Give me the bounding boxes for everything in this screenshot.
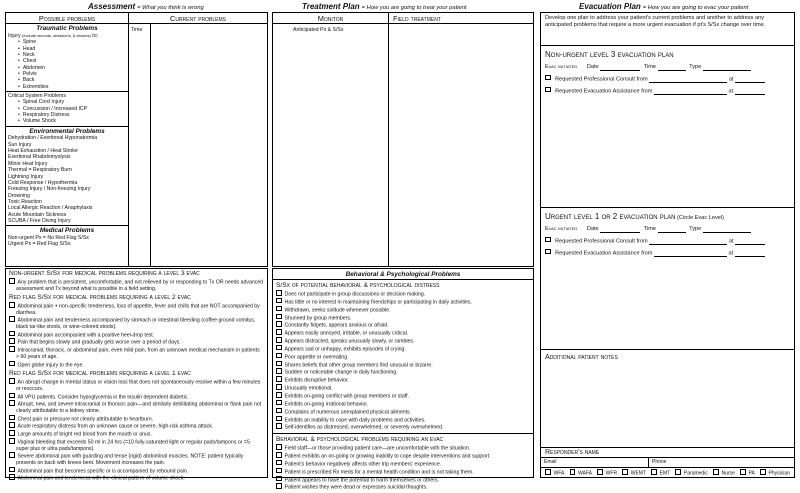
checklist-item[interactable]: Intracranial, thoracic, or abdominal pain, even mild pain, from an unknown medical mechanism in patients > 60 years of age.: [9, 346, 264, 360]
list-item: • Extremities: [18, 84, 126, 90]
checklist-item[interactable]: Patient appears to have the potential to harm themselves or others.: [276, 476, 530, 484]
checklist-item[interactable]: Abdominal pain that becomes specific or is accompanied by rebound pain.: [9, 467, 264, 475]
behavioral-evac-section: [273, 433, 533, 493]
at-label: at: [728, 250, 734, 257]
assistance-time-field[interactable]: [735, 90, 765, 95]
list-item: Heat Exhaustion / Heat Stroke: [8, 148, 78, 155]
type-label: Type: [689, 225, 702, 232]
list-item: Exertional Rhabdomyolysis: [8, 154, 71, 161]
checklist-item[interactable]: Constantly fidgets, appears anxious or afraid.: [276, 321, 530, 329]
circle-note: (Circle Evac Level): [677, 215, 724, 221]
cert-wfr-checkbox[interactable]: WFR: [597, 469, 617, 477]
time-label: Time: [643, 225, 656, 232]
consult-time-field[interactable]: [735, 78, 765, 83]
checklist-item[interactable]: Sudden or noticeable change in daily functioning.: [276, 368, 530, 376]
list-item: • Pelvis: [18, 71, 126, 77]
checklist-item[interactable]: Has little or no interest in maintaining friendships or participating in daily activities.: [276, 298, 530, 306]
list-item: SCUBA / Free Diving Injury: [8, 217, 71, 224]
checklist-item[interactable]: Shares beliefs that other group members find unusual or bizarre.: [276, 361, 530, 369]
assessment-title-name: Assessment: [88, 2, 136, 11]
checklist-item[interactable]: Field staff—or those providing patient care—are uncomfortable with the situation.: [276, 444, 530, 452]
cert-wfa-checkbox[interactable]: WFA: [545, 469, 564, 477]
assessment-title: [88, 2, 204, 12]
monitor-column: [273, 13, 389, 266]
certification-list: [541, 468, 794, 478]
at-label: at: [728, 88, 734, 95]
time-field[interactable]: [658, 66, 686, 71]
level3-plan-title: Non-urgent level 3 evacuation plan: [545, 50, 674, 59]
treatment-box: [272, 12, 534, 267]
list-item: Drowning: [8, 192, 30, 199]
consult-field[interactable]: [649, 240, 727, 245]
checklist-item[interactable]: Unusually emotional.: [276, 384, 530, 392]
monitor-field[interactable]: [273, 37, 388, 265]
checklist-item[interactable]: Vaginal bleeding that exceeds 50 ml in 24 hrs (=10 fully-saturated light or regular pads/tampons or =5 super plus or ultra pads/tampons).: [9, 438, 264, 452]
checklist-item[interactable]: Open globe injury to the eye.: [9, 361, 264, 369]
consult-time-field[interactable]: [735, 240, 765, 245]
distress-section: [273, 280, 533, 433]
level1-flags-list: [9, 378, 264, 482]
time-label: Time: [131, 27, 143, 33]
list-item: • Head: [18, 46, 126, 52]
level3-requests: [545, 75, 790, 96]
email-field[interactable]: [541, 458, 649, 467]
date-field[interactable]: [600, 228, 640, 233]
list-item: • Neck: [18, 52, 126, 58]
level2-flags-title: Red flag S/Sx for medical problems requiring a level 2 evac: [9, 294, 191, 302]
current-problems-header: Current problems: [129, 13, 267, 24]
checklist-item[interactable]: Self-identifies as distressed, overwhelmed, or severely overwhelmed.: [276, 423, 530, 431]
possible-problems-column: [6, 13, 129, 266]
checklist-item[interactable]: Does not participate in group discussions or decision making.: [276, 290, 530, 298]
checklist-item[interactable]: Poor appetite or overeating.: [276, 353, 530, 361]
list-item: Dehydration / Exertional Hyponatremia: [8, 135, 98, 142]
level3-flags-list: [9, 278, 264, 292]
evac-box: [540, 12, 795, 478]
list-item: • Volume Shock: [18, 118, 126, 124]
checklist-item[interactable]: Exhibits on-going irrational behavior.: [276, 400, 530, 408]
list-item: Lightning Injury: [8, 173, 44, 180]
anticipated-label: Anticipated Px & S/Sx: [293, 27, 344, 33]
list-item: • Abdomen: [18, 65, 126, 71]
time-column: [129, 24, 151, 266]
assistance-label: Requested Evacuation Assistance from: [555, 250, 653, 257]
responder-title: Responder's name: [545, 449, 600, 456]
date-label: Date: [586, 225, 599, 232]
checklist-item[interactable]: Abdominal pain + non-specific tenderness, loss of appetite, fever and chills that are NOT accompanied by diarrhea.: [9, 302, 264, 316]
behavioral-box: [272, 268, 534, 491]
evac-title-name: Evacuation Plan: [579, 2, 641, 11]
list-item: • Respiratory Distress: [18, 112, 126, 118]
level12-initiated-row: [545, 226, 790, 233]
contact-row: [541, 457, 794, 468]
injury-to: to:: [92, 32, 99, 39]
checklist-item[interactable]: Appears sad or unhappy, exhibits episodes of crying.: [276, 345, 530, 353]
list-item: • Spinal Cord Injury: [18, 99, 126, 105]
notes-field[interactable]: [541, 364, 794, 446]
checklist-item[interactable]: Abdominal pain and tenderness accompanied by stomach or intestinal bleeding (coffee ground vomitus, black tar-like stools, or wine-colored stools).: [9, 316, 264, 330]
critical-title: Critical System Problems: [8, 92, 66, 99]
traumatic-section: [6, 24, 128, 91]
phone-label: Phone: [652, 459, 667, 465]
consult-row[interactable]: [545, 75, 790, 83]
type-label: Type: [689, 63, 702, 70]
checklist-item[interactable]: Appears distracted, speaks unusually slowly, or rambles.: [276, 337, 530, 345]
list-item: Toxic Reaction: [8, 198, 42, 205]
list-item: Sun Injury: [8, 141, 32, 148]
consult-label: Requested Professional Consult from: [555, 76, 648, 83]
checklist-item[interactable]: Patient's behavior negatively affects other trip members' experience.: [276, 460, 530, 468]
treatment-title-name: Treatment Plan: [302, 2, 360, 11]
behavioral-title: Behavioral & Psychological Problems: [273, 269, 533, 280]
level3-flags-title: Non-urgent S/Sx for medical problems requiring a level 3 evac: [9, 270, 200, 277]
checklist-item[interactable]: Severe abdominal pain with guarding and tense (rigid) abdominal muscles. NOTE: patient typically presents on back with knees bent. Movement increases the pain.: [9, 452, 264, 466]
list-item: Non-urgent Px = No Red Flag S/Sx: [8, 235, 89, 242]
checklist-item[interactable]: Chest pain or pressure not clearly attributable to heartburn.: [9, 415, 264, 423]
checklist-item[interactable]: Complains of numerous unexplained physical ailments.: [276, 408, 530, 416]
field-treatment-column: [389, 13, 533, 266]
evac-title-sub: = How you are going to evac your patient: [642, 5, 749, 11]
date-label: Date: [586, 63, 599, 70]
critical-section: [6, 91, 128, 126]
field-treatment-field[interactable]: [389, 24, 533, 266]
assistance-time-field[interactable]: [735, 252, 765, 257]
type-field[interactable]: [703, 228, 751, 233]
field-treatment-header: Field treatment: [389, 13, 533, 24]
time-field[interactable]: [658, 228, 686, 233]
evac-initiated-label: Evac initiated: [545, 225, 578, 232]
assistance-row[interactable]: [545, 87, 790, 95]
medical-flags-box: [5, 268, 268, 482]
level3-plan-section: [541, 45, 794, 207]
date-field[interactable]: [600, 66, 640, 71]
behavioral-evac-list: [276, 444, 530, 491]
list-item: • Concussion / Increased ICP: [18, 106, 126, 112]
checklist-item[interactable]: Exhibits on-going conflict with group members or staff.: [276, 392, 530, 400]
time-label: Time: [643, 63, 656, 70]
evac-title: [579, 2, 748, 12]
consult-label: Requested Professional Consult from: [555, 238, 648, 245]
monitor-header: Monitor: [273, 13, 388, 24]
level12-requests: [545, 237, 790, 258]
evac-instructions: Develop one plan to address your patient's current problems and another to address any anticipated problems that require a more urgent evacuation if pt's S/Sx change over time.: [545, 15, 766, 28]
medical-section: [6, 225, 128, 249]
consult-row[interactable]: [545, 237, 790, 245]
injury-label: Injury: [8, 32, 21, 39]
behavioral-evac-title: Behavioral & psychological problems requiring an evac: [276, 436, 444, 444]
checklist-item[interactable]: All VPU patients. Consider hypoglycemia in the insulin dependent diabetic.: [9, 393, 264, 401]
treatment-title-sub: = How you are going to treat your patient: [361, 5, 467, 11]
possible-problems-header: Possible problems: [6, 13, 128, 24]
assessment-title-sub: = What you think is wrong: [137, 5, 204, 11]
at-label: at: [728, 238, 734, 245]
current-problems-column: [129, 13, 267, 266]
assistance-field[interactable]: [654, 90, 727, 95]
critical-list: [8, 99, 126, 124]
environmental-section: [6, 126, 128, 226]
checklist-item[interactable]: Appears easily annoyed, irritable, or unusually critical.: [276, 329, 530, 337]
checklist-item[interactable]: Exhibits an inability to cope with daily problems and activities.: [276, 416, 530, 424]
checklist-item[interactable]: An abrupt change in mental status or vision loss that does not spontaneously resolve within a few minutes or reoccurs.: [9, 378, 264, 392]
list-item: Freezing Injury / Non-freezing Injury: [8, 186, 91, 193]
phone-field[interactable]: [649, 458, 794, 467]
cert-pa-checkbox[interactable]: PA: [740, 469, 755, 477]
list-item: Acute Mountain Sickness: [8, 211, 67, 218]
list-item: Cold Response / Hypothermia: [8, 179, 78, 186]
list-item: Minor Heat Injury: [8, 160, 48, 167]
list-item: • Back: [18, 77, 126, 83]
level1-flags-title: Red flag S/Sx for medical problems requiring a level 1 evac: [9, 370, 191, 378]
list-item: Urgent Px = Red Flag S/Sx: [8, 241, 71, 248]
notes-title: Additional patient notes: [545, 354, 618, 361]
checklist-item[interactable]: Pain that begins slowly and gradually gets worse over a period of days.: [9, 338, 264, 346]
distress-title: S/Sx of potential behavioral & psychological distress: [276, 282, 440, 289]
notes-section: [541, 349, 794, 447]
checklist-item[interactable]: Shunned by group members.: [276, 314, 530, 322]
level12-plan-title-row: [545, 212, 790, 222]
assistance-field[interactable]: [654, 252, 727, 257]
responder-section: [541, 447, 794, 477]
list-item: Thermal = Respiratory Burn: [8, 167, 72, 174]
evac-initiated-label: Evac initiated: [545, 63, 578, 70]
traumatic-title: Traumatic Problems: [36, 25, 98, 32]
checklist-item[interactable]: Withdrawn, seeks solitude whenever possible.: [276, 306, 530, 314]
medical-title: Medical Problems: [39, 227, 95, 235]
cert-wafa-checkbox[interactable]: WAFA: [570, 469, 592, 477]
checklist-item[interactable]: Patient is prescribed Rx meds for a mental health condition and is not taking them.: [276, 468, 530, 476]
consult-field[interactable]: [649, 78, 727, 83]
checklist-item[interactable]: Abdominal pain and tenderness with the clinical pattern of volume shock.: [9, 474, 264, 482]
checklist-item[interactable]: Patient exhibits an on-going or growing inability to cope despite interventions and support.: [276, 452, 530, 460]
cert-wemt-checkbox[interactable]: WEMT: [622, 469, 646, 477]
list-item: • Chest: [18, 58, 126, 64]
level3-initiated-row: [545, 64, 790, 71]
checklist-item[interactable]: Acute respiratory distress from an unknown cause or severe, high-risk asthma attack.: [9, 422, 264, 430]
injury-note: (include wounds, abrasions, & bruises): [22, 32, 91, 38]
level12-plan-title: Urgent level 1 or 2 evacuation plan: [545, 212, 676, 221]
level2-flags-list: [9, 302, 264, 368]
treatment-title: [302, 2, 467, 12]
injury-list: [8, 39, 126, 90]
cert-physician-checkbox[interactable]: Physician: [760, 469, 790, 477]
checklist-item[interactable]: Patient wishes they were dead or expresses suicidal thoughts.: [276, 483, 530, 491]
checklist-item[interactable]: Exhibits disruptive behavior.: [276, 376, 530, 384]
cert-paramedic-checkbox[interactable]: Paramedic: [675, 469, 707, 477]
type-field[interactable]: [703, 66, 751, 71]
checklist-item[interactable]: Abdominal pain accompanied with a positive heel-drop test.: [9, 331, 264, 339]
checklist-item[interactable]: Abrupt, new, and severe intracranial or thoracic pain—and similarly debilitating abdominal or flank pain not clearly attributable to a kidney stone.: [9, 400, 264, 414]
level12-plan-section: [541, 207, 794, 349]
email-label: Email: [544, 459, 557, 465]
cert-emt-checkbox[interactable]: EMT: [651, 469, 670, 477]
assistance-label: Requested Evacuation Assistance from: [555, 88, 653, 95]
list-item: • Spine: [18, 39, 126, 45]
cert-nurse-checkbox[interactable]: Nurse: [713, 469, 735, 477]
assistance-row[interactable]: [545, 249, 790, 257]
environmental-title: Environmental Problems: [29, 127, 105, 135]
assessment-box: [5, 12, 268, 267]
at-label: at: [728, 76, 734, 83]
current-problems-field[interactable]: [151, 24, 267, 266]
list-item: Local Allergic Reaction / Anaphylaxis: [8, 205, 93, 212]
checklist-item[interactable]: Any problem that is persistent, uncomfortable, and not relieved by or responding to Tx OR needs advanced assessment and Tx beyond what is possible in a field setting.: [9, 278, 264, 292]
distress-list: [276, 290, 530, 431]
checklist-item[interactable]: Large amounts of bright red blood from the mouth or anus.: [9, 430, 264, 438]
